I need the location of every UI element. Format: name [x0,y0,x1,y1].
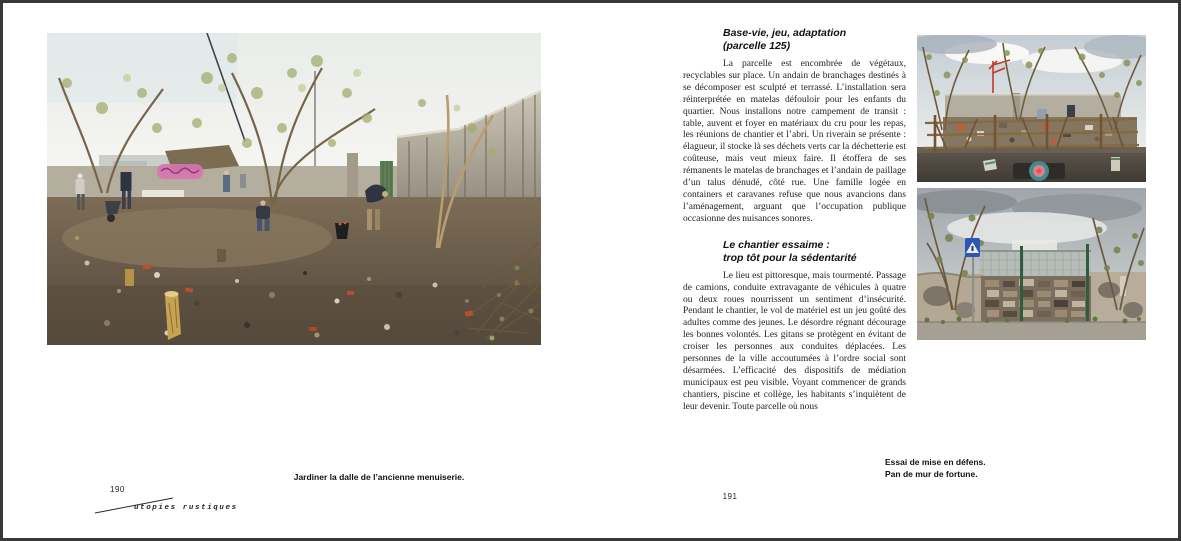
paragraph-basevie: La parcelle est encombrée de végétaux, recyclables sur place. Un andain de branchages destinés à se décomposer est sculpté et terrassé. L’installation sera réinterprétée en matelas défouloir pour les enfants du quartier. Nous installons notre campement de transit : table, auvent et foyer en matériaux du cru pour les repas, les réunions de chantier et l’abri. Un riverain se présente : élagueur, il stocke là ses déchets verts car la déchetterie est coûteuse, mais veut mieux faire. Il étoffera de ses rémanents le matelas de branchages et l’andain de paillage d’un talus dénudé, côté rue. Une famille logée en containers et caravanes refuse que nous avancions dans l’aménagement, arguant que l’occupation publique occasionne des nuisances sonores. [683,59,906,224]
paragraph-chantier: Le lieu est pittoresque, mais tourmenté. Passage de camions, conduite extravagante de véhicules à quatre ou deux roues nourrissent un sentiment d’insécurité. Pendant le chantier, le vol de matériel est un jeu goûté des adultes comme des jeunes. Le désordre régnant décourage les bonnes volontés. Les gitans se protègent en évitant de croiser les personnes aux conduites déplacées. Les personnes de la ville accoutumées à l’ordre social sont désarmées. L’efficacité des dispositifs de médiation municipaux est peu visible. Voyant commencer de grands chantiers, piscine et collège, les habitants s’inquiètent de leur devenir. Toute parcelle où nous [683,270,906,412]
book-title: utopies rustiques [134,504,238,512]
branch-fence-photo-graphic [917,35,1146,182]
photo-stone-wall [917,188,1146,340]
stone-wall-photo-graphic [917,188,1146,340]
heading-line: trop tôt pour la sédentarité [723,251,857,264]
heading-line: Base-vie, jeu, adaptation [723,27,847,39]
section-heading-basevie [723,27,906,53]
photo-caption-left: Jardiner la dalle de l’ancienne menuiserie. [293,472,465,482]
photo-branch-fence [917,35,1146,182]
photo-worksite-clearing [47,33,541,345]
caption-line: Essai de mise en défens. [885,457,986,467]
heading-line: Le chantier essaime : [723,238,830,251]
photo-caption-right [885,457,986,480]
text-column [683,27,906,414]
worksite-photo-graphic [47,33,541,345]
section-heading-chantier [723,239,906,265]
page-number-right: 191 [722,492,738,501]
folio-left [93,483,253,523]
heading-line: (parcelle 125) [723,40,791,52]
page-number-left: 190 [110,485,125,494]
caption-line: Pan de mur de fortune. [885,468,978,479]
